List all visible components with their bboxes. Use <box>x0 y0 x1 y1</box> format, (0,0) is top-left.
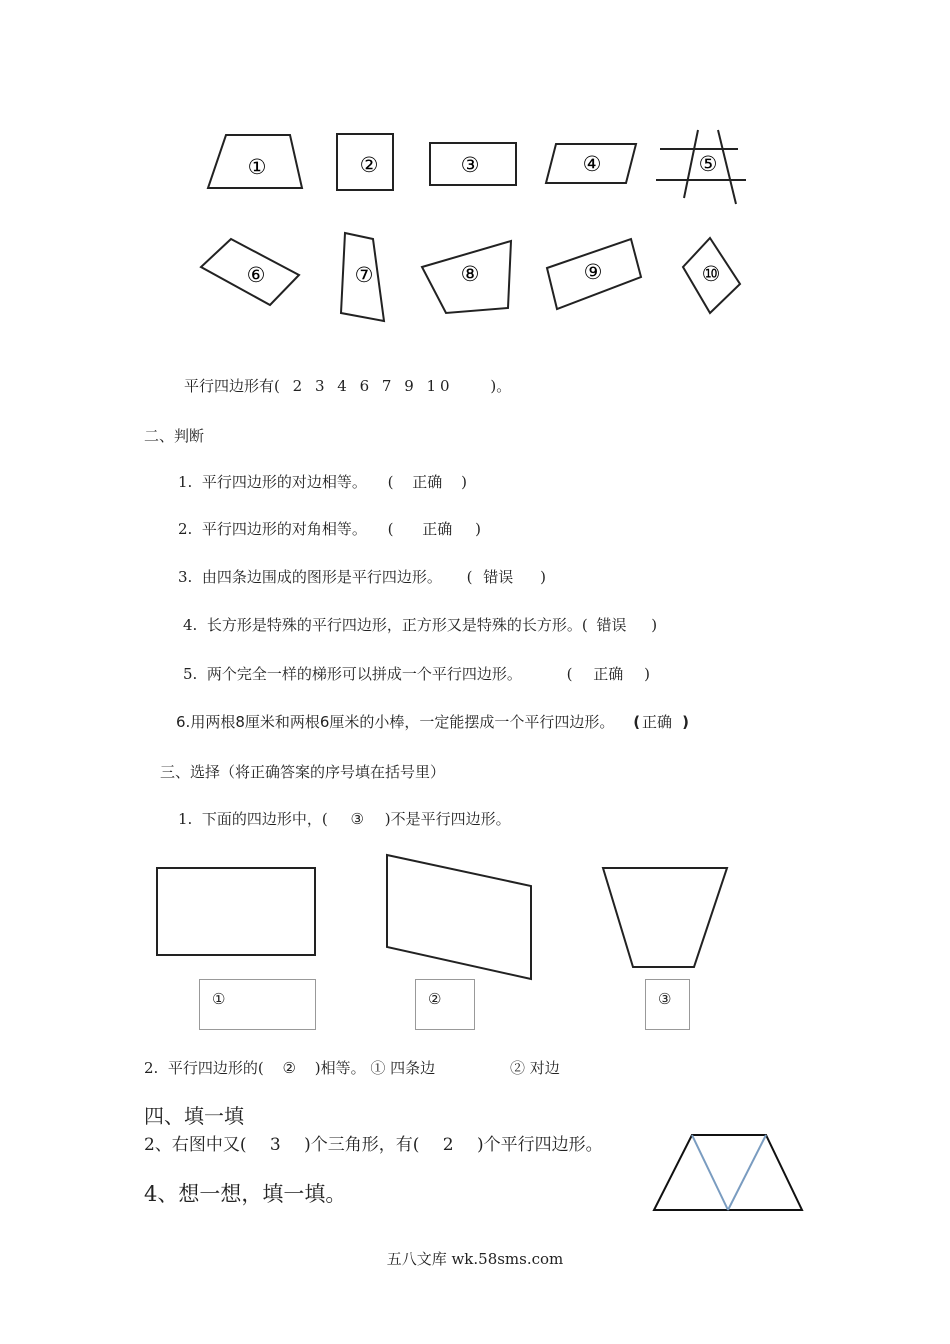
shape-label: ⑦ <box>354 263 374 287</box>
option-3-label-box: ③ <box>645 979 690 1030</box>
option-2-label-box: ② <box>415 979 475 1030</box>
shape-label: ② <box>359 153 379 177</box>
option-3-trapezoid <box>603 868 727 967</box>
judgement-item: 3. 由四条边围成的图形是平行四边形。 ( 错误 ) <box>178 568 546 586</box>
shape-label: ④ <box>582 152 602 176</box>
fill-question-4: 4、想一想，填一填。 <box>144 1182 347 1206</box>
shape-label: ⑩ <box>701 262 721 286</box>
choice-question-1: 1. 下面的四边形中，( ③ )不是平行四边形。 <box>178 810 511 828</box>
judgement-item: 6.用两根8厘米和两根6厘米的小棒，一定能摆成一个平行四边形。 ( 正确 ) <box>176 713 689 731</box>
judgement-item: 2. 平行四边形的对角相等。 ( 正确 ) <box>178 520 481 538</box>
answer-text: 2 3 4 6 7 9 10 <box>292 377 454 395</box>
section-2-title: 二、判断 <box>144 427 205 445</box>
shape-label: ⑧ <box>460 262 480 286</box>
judgement-item: 1. 平行四边形的对边相等。 ( 正确 ) <box>178 473 467 491</box>
shape-label: ⑤ <box>698 152 718 176</box>
judgement-item: 5. 两个完全一样的梯形可以拼成一个平行四边形。 ( 正确 ) <box>183 665 650 683</box>
section-3-title: 三、选择（将正确答案的序号填在括号里） <box>160 763 446 781</box>
parallelogram-answer-line: 平行四边形有( 2 3 4 6 7 9 10 )。 <box>184 377 512 395</box>
shape-label: ⑥ <box>246 263 266 287</box>
shape-label: ⑨ <box>583 260 603 284</box>
section-4-title: 四、填一填 <box>144 1104 244 1128</box>
judgement-item: 4. 长方形是特殊的平行四边形，正方形又是特殊的长方形。( 错误 ) <box>183 616 658 634</box>
choice-question-2: 2. 平行四边形的( ② )相等。 ① 四条边 ② 对边 <box>144 1059 560 1077</box>
shape-label: ① <box>247 155 267 179</box>
option-1-rectangle <box>157 868 315 955</box>
fill-question-2: 2、右图中又( 3 )个三角形，有( 2 )个平行四边形。 <box>144 1135 603 1155</box>
shape-label: ③ <box>460 153 480 177</box>
footer-watermark: 五八文库 wk.58sms.com <box>386 1250 564 1268</box>
option-1-label-box: ① <box>199 979 316 1030</box>
shapes-figure <box>0 0 950 340</box>
option-2-parallelogram <box>387 855 531 979</box>
